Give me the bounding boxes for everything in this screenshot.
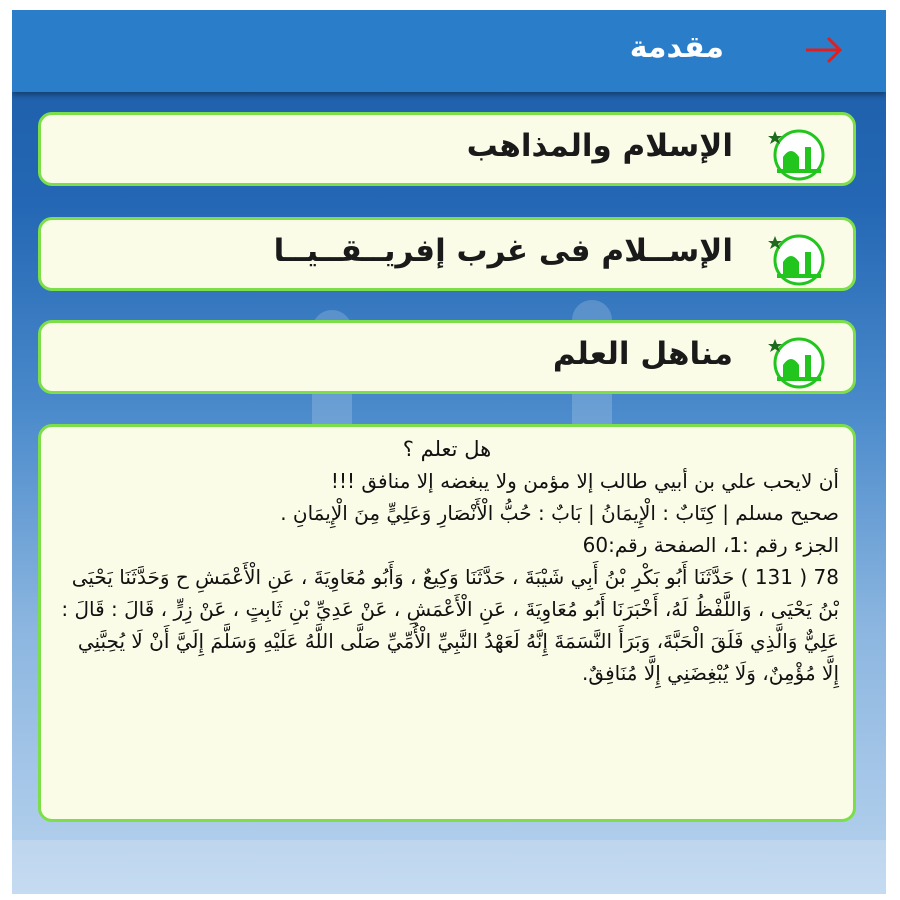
menu-item-islam-and-schools[interactable] xyxy=(38,112,856,186)
hadith-reference: الجزء رقم :1، الصفحة رقم:60 xyxy=(582,533,839,557)
mosque-icon xyxy=(761,228,833,286)
menu-item-islam-west-africa[interactable] xyxy=(38,217,856,291)
app-bar xyxy=(12,10,886,92)
did-you-know-card xyxy=(38,424,856,822)
did-you-know-title: هل تعلم ؟ xyxy=(402,437,492,461)
menu-item-label: الإســلام فى غرب إفريــقــيــا xyxy=(273,233,733,269)
hadith-summary: أن لايحب علي بن أبيي طالب إلا مؤمن ولا يبغضه إلا منافق !!! xyxy=(330,469,839,493)
hadith-text: 78 ( 131 ) حَدَّثَنَا أَبُو بَكْرِ بْنُ أَبِي شَيْبَةَ ، حَدَّثَنَا وَكِيعٌ ، وَأَبُو مُعَاوِيَةَ ، عَنِ الْأَعْمَشِ ح وَحَدَّثَنَا يَحْيَى بْنُ يَحْيَى ، وَاللَّفْظُ لَهُ، أَخْبَرَنَا أَبُو مُعَاوِيَةَ ، عَنِ الْأَعْمَشِ ، عَنْ عَدِيِّ بْنِ ثَابِتٍ ، عَنْ زِرٍّ ، قَالَ : قَالَ : عَلِيٌّ وَالَّذِي فَلَقَ الْحَبَّةَ، وَبَرَأَ النَّسَمَةَ إِنَّهُ لَعَهْدُ النَّبِيِّ الْأُمِّيِّ صَلَّى اللَّهُ عَلَيْهِ وَسَلَّمَ إِلَيَّ أَنْ لَا يُحِبَّنِي إِلَّا مُؤْمِنٌ، وَلَا يُبْغِضَنِي إِلَّا مُنَافِقٌ. xyxy=(61,565,839,685)
mosque-icon xyxy=(761,123,833,181)
page-title: مقدمة xyxy=(629,30,724,65)
menu-item-label: مناهل العلم xyxy=(552,336,733,372)
menu-item-springs-of-knowledge[interactable] xyxy=(38,320,856,394)
app-screen xyxy=(12,10,886,894)
arrow-right-icon[interactable] xyxy=(802,32,846,68)
hadith-source: صحيح مسلم | كِتَابٌ : الْإِيمَانُ | بَابٌ : حُبُّ الْأَنْصَارِ وَعَلِيٍّ مِنَ الْإِيمَانِ . xyxy=(280,501,839,525)
background-arcade xyxy=(12,840,886,894)
mosque-icon xyxy=(761,331,833,389)
did-you-know-body xyxy=(55,465,839,689)
menu-item-label: الإسلام والمذاهب xyxy=(466,128,733,164)
